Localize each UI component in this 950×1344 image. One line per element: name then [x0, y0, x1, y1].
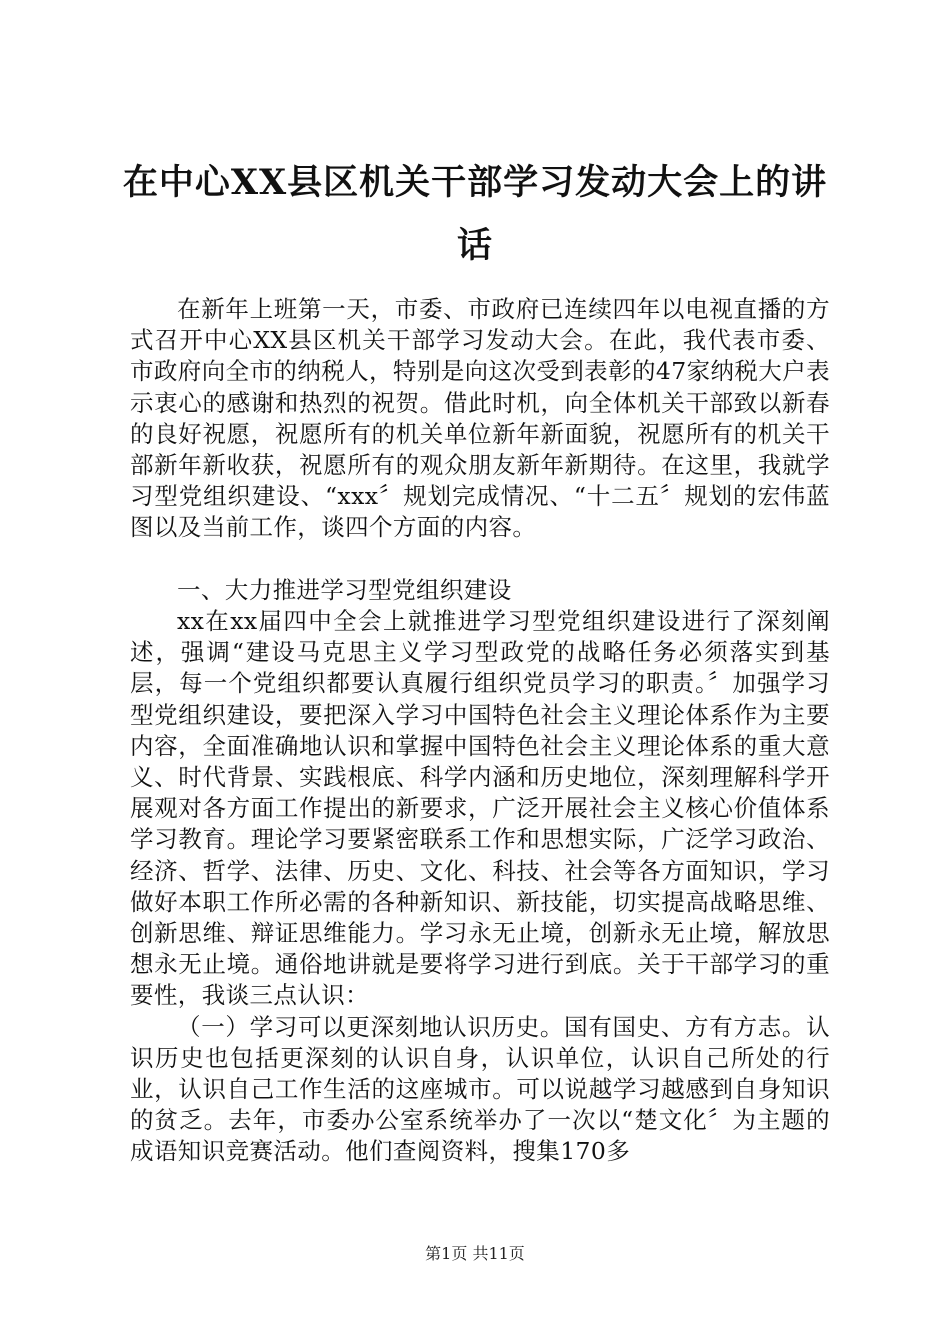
paragraph-spacer [130, 544, 830, 575]
document-body [130, 294, 830, 1168]
section-heading: 一、大力推进学习型党组织建设 [177, 575, 512, 604]
paragraph-body: xx在xx届四中全会上就推进学习型党组织建设进行了深刻阐述，强调“建设马克思主义学习型政党的战略任务必须落实到基层，每一个党组织都要认真履行组织党员学习的职责。〞加强学习型党组织建设，要把深入学习中国特色社会主义理论体系作为主要内容，全面准确地认识和掌握中国特色社会主义理论体系的重大意义、时代背景、实践根底、科学内涵和历史地位，深刻理解科学开展观对各方面工作提出的新要求，广泛开展社会主义核心价值体系学习教育。理论学习要紧密联系工作和思想实际，广泛学习政治、经济、哲学、法律、历史、文化、科技、社会等各方面知识，学习做好本职工作所必需的各种新知识、新技能，切实提高战略思维、创新思维、辩证思维能力。学习永无止境，创新永无止境，解放思想永无止境。通俗地讲就是要将学习进行到底。关于干部学习的重要性，我谈三点认识： [130, 607, 830, 1010]
paragraph-point-1: （一）学习可以更深刻地认识历史。国有国史、方有方志。认识历史也包括更深刻的认识自身，认识单位，认识自己所处的行业，认识自己工作生活的这座城市。可以说越学习越感到自身知识的贫乏。去年，市委办公室系统举办了一次以“楚文化〞为主题的成语知识竞赛活动。他们查阅资料，搜集170多 [130, 1012, 830, 1166]
document-title-line-1: 在中心XX县区机关干部学习发动大会上的讲 [122, 162, 828, 203]
page-footer: 第1页 共11页 [425, 1244, 525, 1263]
document-title-line-2: 话 [456, 225, 493, 266]
paragraph-intro: 在新年上班第一天，市委、市政府已连续四年以电视直播的方式召开中心XX县区机关干部学习发动大会。在此，我代表市委、市政府向全市的纳税人，特别是向这次受到表彰的47家纳税大户表示衷心的感谢和热烈的祝贺。借此时机，向全体机关干部致以新春的良好祝愿，祝愿所有的机关单位新年新面貌，祝愿所有的机关干部新年新收获，祝愿所有的观众朋友新年新期待。在这里，我就学习型党组织建设、“xxx〞规划完成情况、“十二五〞规划的宏伟蓝图以及当前工作，谈四个方面的内容。 [130, 295, 830, 542]
